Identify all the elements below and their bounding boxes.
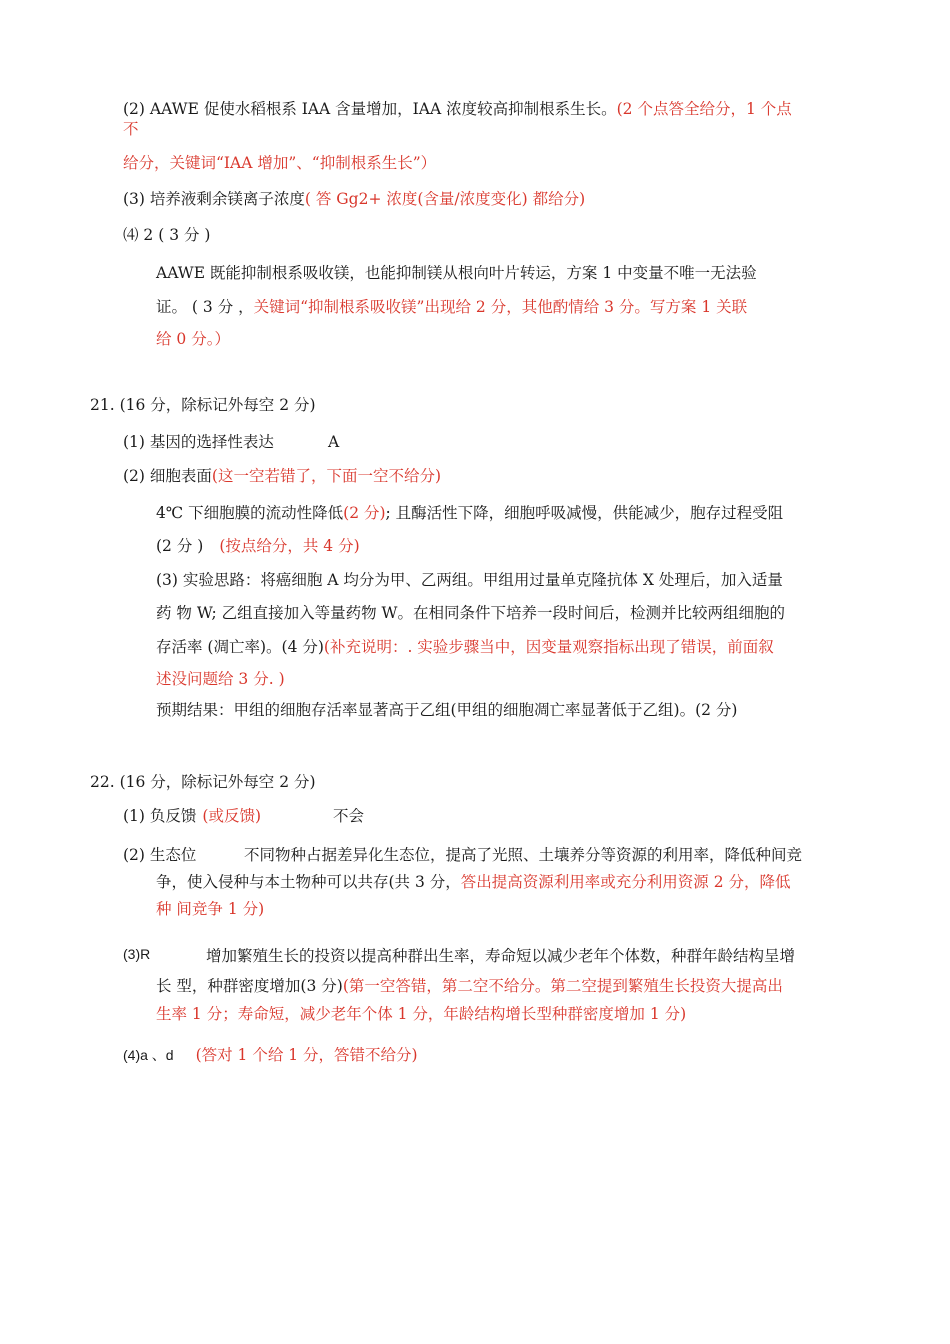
q20-part3-answer: (3) 培养液剩余镁离子浓度 xyxy=(123,190,305,208)
q20-part2-line2: 不 xyxy=(123,120,139,138)
q22-part2-text: 争，使入侵种与本土物种可以共存(共 3 分， xyxy=(156,873,461,891)
q21-part3-line3 xyxy=(156,637,774,657)
q21-part2-answer: (2) 细胞表面 xyxy=(123,467,212,485)
q20-part2-answer: (2) AAWE 促使水稻根系 IAA 含量增加，IAA 浓度较高抑制根系生长。 xyxy=(123,100,617,118)
q21-part2-note: (这一空若错了，下面一空不给分) xyxy=(211,467,441,485)
q22-part1-answer: (1) 负反馈 xyxy=(123,807,197,825)
q21-part3-line2: 药 物 W; 乙组直接加入等量药物 W。在相同条件下培养一段时间后，检测并比较两组细胞的 xyxy=(156,604,785,622)
q22-part2-line2 xyxy=(156,872,790,892)
q22-part2-note: 答出提高资源利用率或充分利用资源 2 分，降低 xyxy=(460,873,791,891)
q20-part4-answer: ⑷ 2 ( 3 分 ) xyxy=(123,226,211,244)
q21-part2-line2 xyxy=(156,503,783,523)
q20-part3 xyxy=(123,189,585,209)
q21-part3-score: 存活率 (凋亡率)。(4 分) xyxy=(156,638,324,656)
q21-part2 xyxy=(123,466,441,486)
q20-part4-scoring-note: 关键词“抑制根系吸收镁”出现给 2 分，其他酌情给 3 分。写方案 1 关联 xyxy=(253,298,748,316)
q20-part4-line1: AAWE 既能抑制根系吸收镁，也能抑制镁从根向叶片转运，方案 1 中变量不唯一无法验 xyxy=(156,264,757,282)
q21-part3-line4: 述没问题给 3 分. ) xyxy=(156,670,285,688)
q22-part3-note: (第一空答错，第二空不给分。第二空提到繁殖生长投资大提高出 xyxy=(342,977,783,995)
q21-part2-score: (2 分) xyxy=(343,504,386,522)
q21-part3-note: (补充说明：. 实验步骤当中，因变量观察指标出现了错误，前面叙 xyxy=(323,638,774,656)
q21-part2-line3 xyxy=(156,536,360,556)
q22-part3-line1: 增加繁殖生长的投资以提高种群出生率，寿命短以减少老年个体数，种群年龄结构呈增 xyxy=(206,947,796,965)
q22-part2-line1: 不同物种占据差异化生态位，提高了光照、土壤养分等资源的利用率，降低种间竞 xyxy=(244,846,803,864)
q22-part3-line2 xyxy=(156,976,783,996)
q22-part2-label: (2) 生态位 xyxy=(123,846,197,864)
q21-part3-result: 预期结果：甲组的细胞存活率显著高于乙组(甲组的细胞凋亡率显著低于乙组)。(2 分) xyxy=(156,701,738,719)
q22-part3-text: 长 型，种群密度增加(3 分) xyxy=(156,977,343,995)
q20-part4-line3: 给 0 分。） xyxy=(156,330,230,348)
q21-part2-text-a: 4℃ 下细胞膜的流动性降低 xyxy=(156,504,344,522)
q21-part2-scoring-note: (按点给分，共 4 分) xyxy=(219,537,360,555)
q22-part2-line3: 种 间竞争 1 分) xyxy=(156,900,265,918)
q21-header: 21. (16 分，除标记外每空 2 分) xyxy=(90,396,316,414)
q22-header: 22. (16 分，除标记外每空 2 分) xyxy=(90,773,316,791)
q20-part2-line3: 给分，关键词“IAA 增加”、“抑制根系生长”） xyxy=(123,154,437,172)
q21-part2-score-b: (2 分 ) xyxy=(156,537,204,555)
q22-part4-answer: (4)a 、d xyxy=(123,1047,174,1063)
q22-part4-note: (答对 1 个给 1 分，答错不给分) xyxy=(195,1046,418,1064)
q22-part3-label: (3)R xyxy=(123,946,151,962)
q21-part1-answer: A xyxy=(328,433,340,451)
q22-part1 xyxy=(123,806,261,826)
q21-part1-label: (1) 基因的选择性表达 xyxy=(123,433,274,451)
q22-part1-answer2: 不会 xyxy=(333,807,365,825)
q22-part3-line3: 生率 1 分；寿命短，减少老年个体 1 分，年龄结构增长型种群密度增加 1 分) xyxy=(156,1005,687,1023)
q20-part4-score: 证。 ( 3 分 ， xyxy=(156,298,254,316)
q20-part4-line2 xyxy=(156,297,747,317)
q22-part1-note: (或反馈) xyxy=(202,807,261,825)
q21-part2-text-b: ; 且酶活性下降，细胞呼吸减慢，供能减少，胞存过程受阻 xyxy=(385,504,784,522)
q20-part2-scoring-note: (2 个点答全给分，1 个点 xyxy=(616,100,792,118)
q20-part3-scoring-note: ( 答 Gg2+ 浓度(含量/浓度变化) 都给分) xyxy=(304,190,586,208)
q21-part3-line1: (3) 实验思路：将癌细胞 A 均分为甲、乙两组。甲组用过量单克隆抗体 X 处理后，加入适量 xyxy=(156,571,783,589)
q20-part2-line1 xyxy=(123,99,792,119)
q22-part4 xyxy=(123,1045,418,1065)
